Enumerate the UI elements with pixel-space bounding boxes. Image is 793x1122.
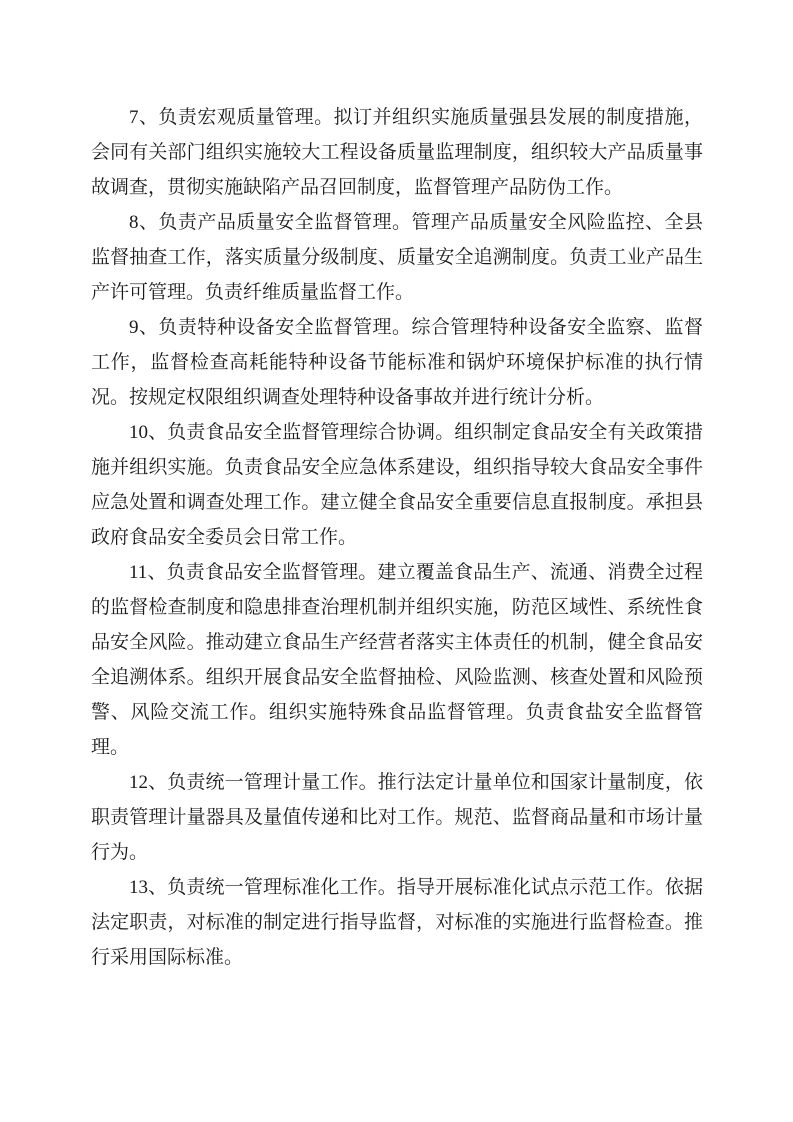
paragraph-duty-9: 9、负责特种设备安全监督管理。综合管理特种设备安全监察、监督工作，监督检查高耗能特种设备节能标准和锅炉环境保护标准的执行情况。按规定权限组织调查处理特种设备事故并进行统计分析。: [91, 317, 703, 408]
paragraph-duty-13: 13、负责统一管理标准化工作。指导开展标准化试点示范工作。依据法定职责，对标准的制定进行指导监督，对标准的实施进行监督检查。推行采用国际标准。: [91, 877, 703, 968]
document-body: [91, 100, 703, 975]
paragraph-duty-10: 10、负责食品安全监督管理综合协调。组织制定食品安全有关政策措施并组织实施。负责食品安全应急体系建设，组织指导较大食品安全事件应急处置和调查处理工作。建立健全食品安全重要信息直报制度。承担县政府食品安全委员会日常工作。: [91, 422, 703, 548]
paragraph-duty-11: 11、负责食品安全监督管理。建立覆盖食品生产、流通、消费全过程的监督检查制度和隐患排查治理机制并组织实施，防范区域性、系统性食品安全风险。推动建立食品生产经营者落实主体责任的机制，健全食品安全追溯体系。组织开展食品安全监督抽检、风险监测、核查处置和风险预警、风险交流工作。组织实施特殊食品监督管理。负责食盐安全监督管理。: [91, 562, 703, 758]
paragraph-duty-8: 8、负责产品质量安全监督管理。管理产品质量安全风险监控、全县监督抽查工作，落实质量分级制度、质量安全追溯制度。负责工业产品生产许可管理。负责纤维质量监督工作。: [91, 212, 703, 303]
paragraph-duty-7: 7、负责宏观质量管理。拟订并组织实施质量强县发展的制度措施，会同有关部门组织实施较大工程设备质量监理制度，组织较大产品质量事故调查，贯彻实施缺陷产品召回制度，监督管理产品防伪工作。: [91, 107, 703, 198]
paragraph-duty-12: 12、负责统一管理计量工作。推行法定计量单位和国家计量制度，依职责管理计量器具及量值传递和比对工作。规范、监督商品量和市场计量行为。: [91, 772, 703, 863]
